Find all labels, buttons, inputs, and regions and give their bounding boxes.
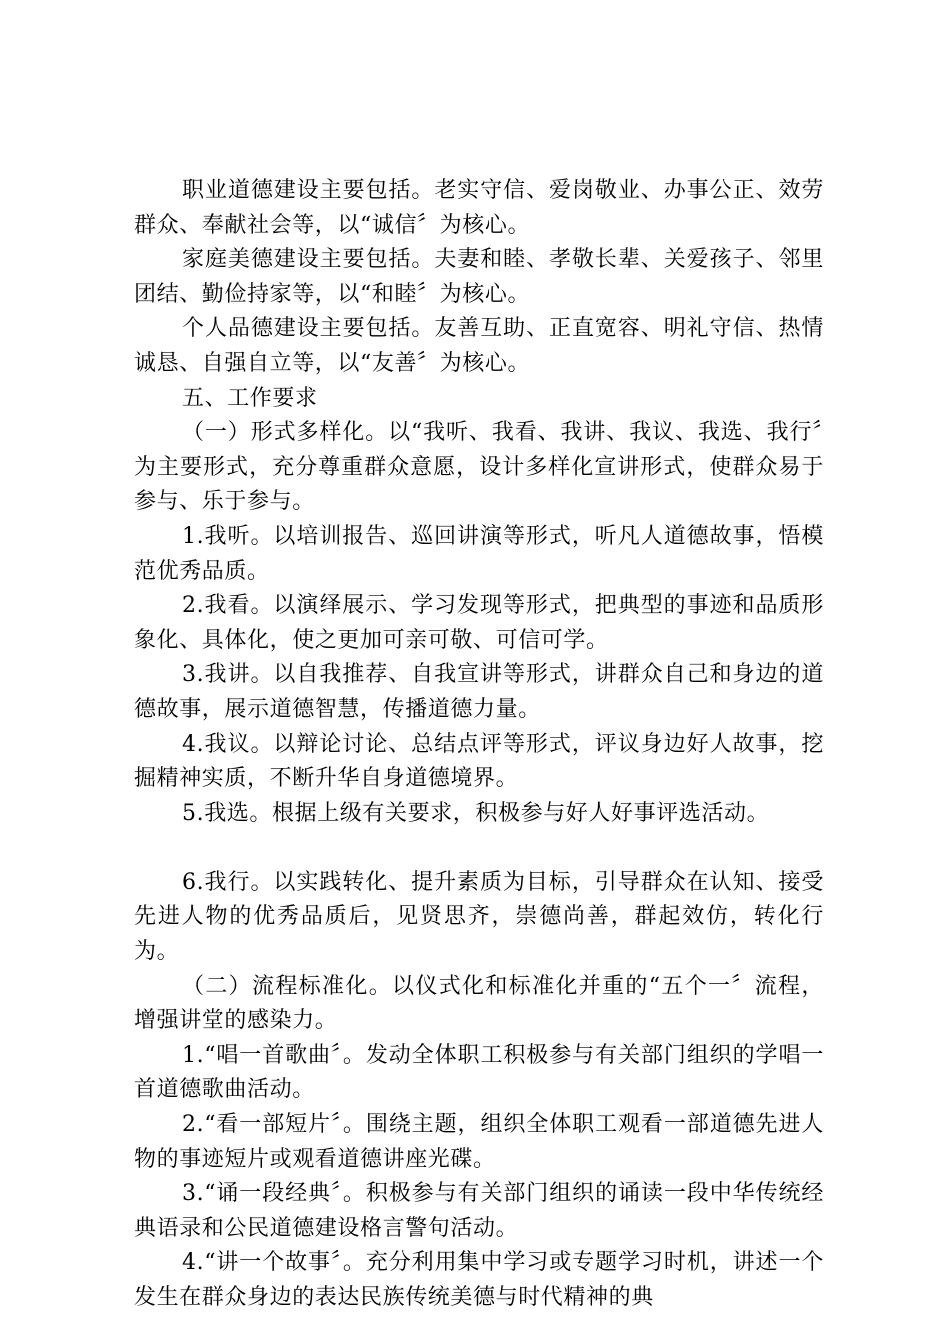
paragraph-family-virtue: 家庭美德建设主要包括。夫妻和睦、孝敬长辈、关爱孩子、邻里团结、勤俭持家等，以“和睦〞为核心。 (134, 247, 824, 307)
list-item-listen: 1.我听。以培训报告、巡回讲演等形式，听凡人道德故事，悟模范优秀品质。 (134, 523, 824, 584)
list-item-tell-story: 4.“讲一个故事〞。充分利用集中学习或专题学习时机，讲述一个发生在群众身边的表达民族传统美德与时代精神的典 (134, 1250, 824, 1310)
list-item-watch: 2.我看。以演绎展示、学习发现等形式，把典型的事迹和品质形象化、具体化，使之更加可亲可敬、可信可学。 (134, 593, 824, 653)
list-item-recite-classic: 3.“诵一段经典〞。积极参与有关部门组织的诵读一段中华传统经典语录和公民道德建设格言警句活动。 (134, 1181, 824, 1241)
section-heading-work-requirements: 五、工作要求 (182, 385, 318, 411)
list-item-select: 5.我选。根据上级有关要求，积极参与好人好事评选活动。 (182, 800, 770, 826)
document-body (134, 174, 824, 1316)
list-item-sing-song: 1.“唱一首歌曲〞。发动全体职工积极参与有关部门组织的学唱一首道德歌曲活动。 (134, 1042, 824, 1103)
list-item-watch-film: 2.“看一部短片〞。围绕主题，组织全体职工观看一部道德先进人物的事迹短片或观看道德讲座光碟。 (134, 1112, 824, 1172)
list-item-act: 6.我行。以实践转化、提升素质为目标，引导群众在认知、接受先进人物的优秀品质后，见贤思齐，崇德尚善，群起效仿，转化行为。 (134, 869, 824, 965)
list-item-speak: 3.我讲。以自我推荐、自我宣讲等形式，讲群众自己和身边的道德故事，展示道德智慧，传播道德力量。 (134, 662, 824, 722)
blank-line (134, 831, 824, 866)
list-item-discuss: 4.我议。以辩论讨论、总结点评等形式，评议身边好人故事，挖掘精神实质，不断升华自身道德境界。 (134, 731, 824, 792)
paragraph-diverse-forms: （一）形式多样化。以“我听、我看、我讲、我议、我选、我行〞为主要形式，充分尊重群众意愿，设计多样化宣讲形式，使群众易于参与、乐于参与。 (134, 420, 824, 515)
paragraph-standardized-process: （二）流程标准化。以仪式化和标准化并重的“五个一〞流程，增强讲堂的感染力。 (134, 973, 824, 1034)
paragraph-personal-character: 个人品德建设主要包括。友善互助、正直宽容、明礼守信、热情诚恳、自强自立等，以“友善〞为核心。 (134, 316, 824, 376)
paragraph-professional-ethics: 职业道德建设主要包括。老实守信、爱岗敬业、办事公正、效劳群众、奉献社会等，以“诚信〞为核心。 (134, 178, 824, 238)
